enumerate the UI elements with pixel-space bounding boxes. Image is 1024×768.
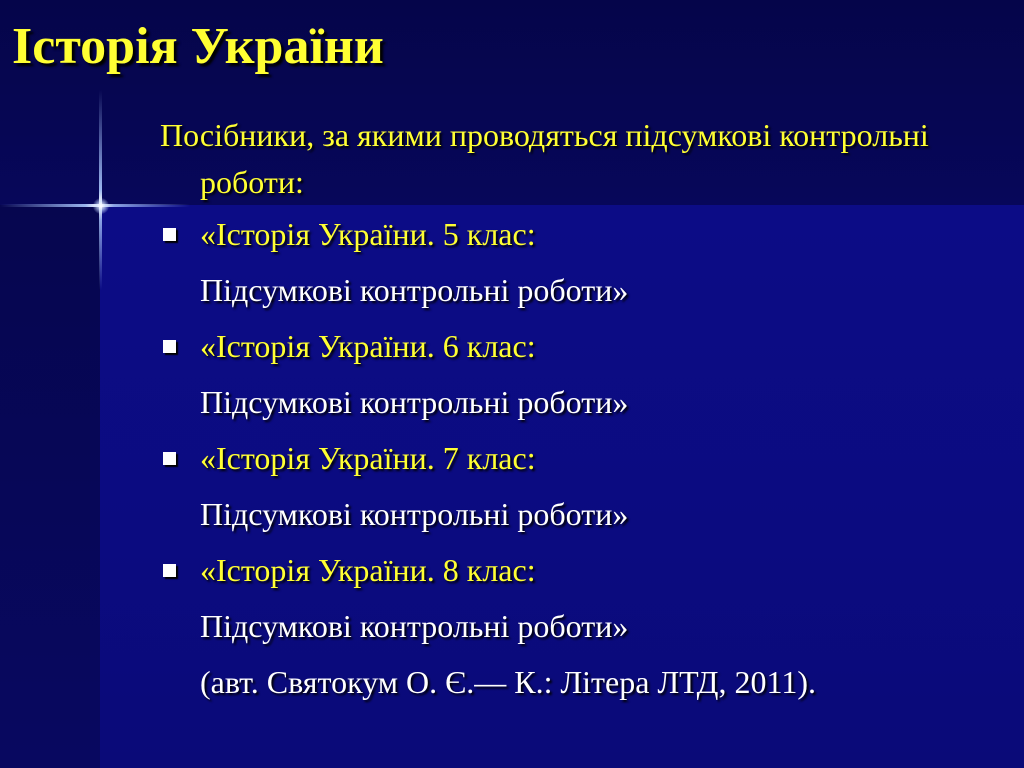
guide-title: «Історія України. 8 клас: xyxy=(200,552,536,588)
left-band xyxy=(0,205,100,768)
list-item xyxy=(160,206,1000,318)
light-flare-vertical xyxy=(99,90,102,290)
guides-list xyxy=(160,206,1000,654)
guide-subtitle: Підсумкові контрольні роботи» xyxy=(200,272,629,308)
list-item xyxy=(160,430,1000,542)
slide-title: Історія України xyxy=(12,18,384,75)
square-bullet-icon xyxy=(163,452,176,465)
list-item xyxy=(160,542,1000,654)
light-flare-icon xyxy=(93,198,109,214)
slide-content xyxy=(160,112,1000,710)
guide-title: «Історія України. 5 клас: xyxy=(200,216,536,252)
source-citation: (авт. Святокум О. Є.— К.: Літера ЛТД, 2011). xyxy=(200,664,816,700)
guide-title: «Історія України. 7 клас: xyxy=(200,440,536,476)
square-bullet-icon xyxy=(163,228,176,241)
intro-text: Посібники, за якими проводяться підсумкові контрольні роботи: xyxy=(160,117,929,200)
guide-title: «Історія України. 6 клас: xyxy=(200,328,536,364)
guide-subtitle: Підсумкові контрольні роботи» xyxy=(200,384,629,420)
guide-subtitle: Підсумкові контрольні роботи» xyxy=(200,496,629,532)
list-item xyxy=(160,318,1000,430)
square-bullet-icon xyxy=(163,564,176,577)
square-bullet-icon xyxy=(163,340,176,353)
guide-subtitle: Підсумкові контрольні роботи» xyxy=(200,608,629,644)
